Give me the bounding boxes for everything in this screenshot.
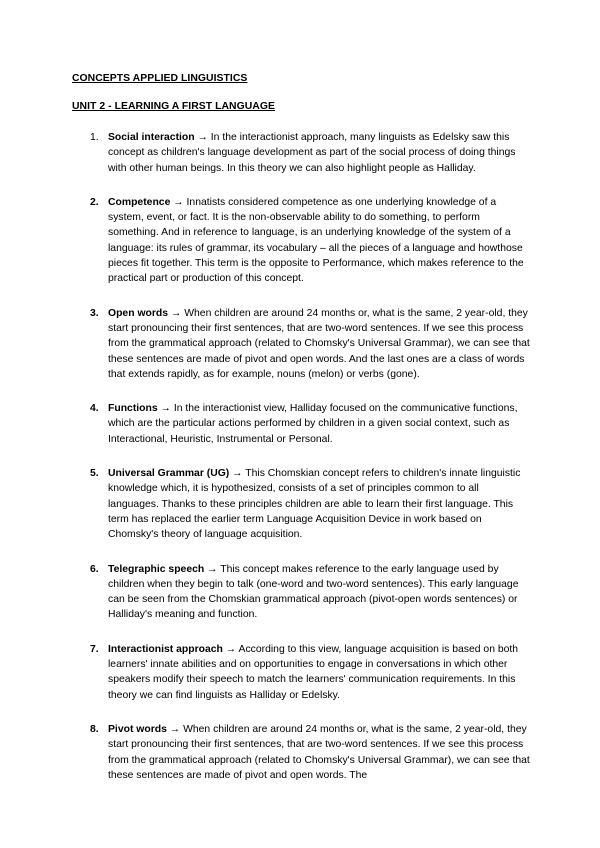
unit-heading: UNIT 2 - LEARNING A FIRST LANGUAGE: [72, 101, 275, 112]
item-definition: When children are around 24 months or, what is the same, 2 year-old, they start pronouncing their first sentences, that are two-word sentences. If we see this process from the grammatical approach (related to Chomsky's Universal Grammar), we can see that these sentences are made of pivot and open words. The: [108, 723, 530, 781]
item-number: 4.: [90, 403, 99, 415]
item-definition: This concept makes reference to the early language used by children when they begin to talk (one-word and two-word sentences). This early language can be seen from the Chomskian grammatical approach (pivot-open words sentences) or Halliday's meaning and function.: [108, 563, 519, 621]
list-item: [90, 722, 530, 783]
item-term: Functions: [108, 403, 158, 415]
item-term: Open words: [108, 307, 169, 319]
concept-list: [90, 130, 530, 802]
item-definition: According to this view, language acquisition is based on both learners' innate abilities and on opportunities to engage in conversations in which other speakers modify their speech to match the learners' communication requirements. In this theory we can find linguists as Halliday or Edelsky.: [108, 643, 519, 701]
list-item: [90, 642, 530, 703]
arrow-icon: →: [232, 468, 246, 480]
item-definition: In the interactionist view, Halliday focused on the communicative functions, which are the particular actions performed by children in a given social context, such as Interactional, Heuristic, Instrumental or Personal.: [108, 403, 518, 445]
item-term: Universal Grammar (UG): [108, 468, 230, 480]
item-number: 3.: [90, 307, 99, 319]
list-item: [90, 306, 530, 382]
list-item: [90, 466, 530, 542]
arrow-icon: →: [170, 307, 185, 319]
arrow-icon: →: [197, 132, 211, 143]
item-number: 7.: [90, 643, 99, 655]
item-definition: In the interactionist approach, many linguists as Edelsky saw this concept as children's language development as part of the social process of doing things with other human beings. In this theory we can also highlight people as Halliday.: [108, 132, 516, 174]
document-title: CONCEPTS APPLIED LINGUISTICS: [72, 73, 248, 84]
arrow-icon: →: [169, 723, 184, 735]
item-number: 6.: [90, 563, 99, 575]
arrow-icon: →: [173, 196, 187, 208]
item-number: 1.: [90, 132, 99, 143]
item-definition: Innatists considered competence as one underlying knowledge of a system, event, or fact. It is the non-observable ability to do something, to perform something. And in reference to language, is an underlying knowledge of the system of a language: its rules of grammar, its vocabulary – all the pieces of a language and howthose pieces fit together. This term is the opposite to Performance, which makes reference to the practical part or production of this concept.: [108, 196, 524, 285]
item-term: Competence: [108, 196, 171, 208]
item-definition: This Chomskian concept refers to children's innate linguistic knowledge which, it is hypothesized, consists of a set of principles common to all languages. Thanks to these principles children are able to learn their first language. This term has replaced the earlier term Language Acquisition Device in work based on Chomsky's theory of language acquisition.: [108, 468, 521, 541]
item-term: Interactionist approach: [108, 643, 223, 655]
item-number: 5.: [90, 468, 99, 480]
list-item: [90, 401, 530, 447]
item-term: Telegraphic speech: [108, 563, 205, 575]
arrow-icon: →: [160, 403, 174, 415]
list-item: [90, 130, 530, 176]
list-item: [90, 195, 530, 287]
arrow-icon: →: [207, 563, 221, 575]
item-number: 8.: [90, 723, 99, 735]
item-term: Social interaction: [108, 132, 195, 143]
arrow-icon: →: [225, 643, 239, 655]
item-definition: When children are around 24 months or, what is the same, 2 year-old, they start pronouncing their first sentences, that are two-word sentences. If we see this process from the grammatical approach (related to Chomsky's Universal Grammar), we can see that these sentences are made of pivot and open words. And the last ones are a class of words that extends rapidly, as for example, nouns (melon) or verbs (gone).: [108, 307, 530, 380]
list-item: [90, 562, 530, 623]
item-number: 2.: [90, 196, 99, 208]
item-term: Pivot words: [108, 723, 167, 735]
